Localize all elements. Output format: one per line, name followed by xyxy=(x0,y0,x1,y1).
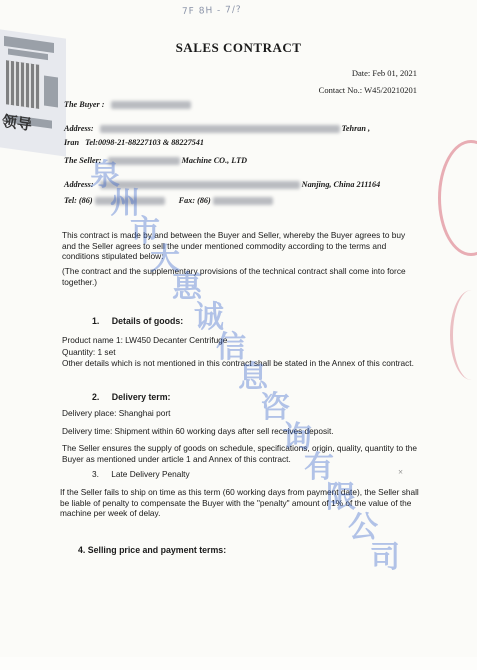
red-seal-partial xyxy=(450,290,477,380)
seller-fax: Fax: (86) xyxy=(178,196,211,205)
contract-title: SALES CONTRACT xyxy=(175,40,302,55)
section2-heading xyxy=(92,392,170,402)
buyer-address-line xyxy=(64,124,370,133)
penalty-text: If the Seller fails to ship on time as this term (60 working days from payment date), the Seller shall be liable of penalty to compensate the Buyer with the "penalty" amount of 1% of the value of the machine per week of delay. xyxy=(60,487,419,518)
seller-line xyxy=(64,156,247,165)
contract-number-label: Contact No.: xyxy=(318,85,363,95)
section3-number: 3. xyxy=(92,469,99,479)
watermark-stamp: 泉 州 市 大 惠 诚 信 息 咨 询 有 限 公 司 xyxy=(90,158,400,575)
redacted-seller-tel xyxy=(95,197,165,205)
seller-address-line xyxy=(64,180,380,189)
buyer-label: The Buyer : xyxy=(64,100,105,109)
seller-label: The Seller: xyxy=(64,156,102,165)
buyer-line xyxy=(64,100,191,109)
section1-title: Details of goods: xyxy=(111,316,184,326)
section1-heading xyxy=(92,316,183,326)
contract-number xyxy=(319,85,417,95)
delivery-place: Delivery place: Shanghai port xyxy=(62,408,171,418)
section4-heading: 4. Selling price and payment terms: xyxy=(78,545,227,555)
section3-title: Late Delivery Penalty xyxy=(111,469,190,479)
red-seal-right xyxy=(438,140,477,256)
section2-number: 2. xyxy=(92,392,100,402)
seller-tel: Tel: (86) xyxy=(64,196,93,205)
quantity: Quantity: 1 set xyxy=(62,347,116,357)
seller-name-tail: Machine CO., LTD xyxy=(181,156,247,165)
seller-address-label: Address: xyxy=(64,180,94,189)
intro-paragraph: This contract is made by and between the Buyer and Seller, whereby the Buyer agrees to buy and the Seller agrees to sell the under mentioned commodity according to the terms and conditions stipulated below: xyxy=(62,230,406,261)
buyer-tel-line xyxy=(64,138,204,147)
sticker-text: 领导 xyxy=(0,111,34,134)
section1-number: 1. xyxy=(92,316,100,326)
buyer-tel: Tel:0098-21-88227103 & 88227541 xyxy=(85,138,204,147)
address-label: Address: xyxy=(64,124,94,133)
supply-assurance: The Seller ensures the supply of goods on schedule, specifications, origin, quality, quantity to the Buyer as mentioned under article 1 and Annex of this contract. xyxy=(62,443,417,464)
contract-number-value: W45/20210201 xyxy=(364,85,417,95)
handwritten-reference: 7F 8H - 7/? xyxy=(181,4,242,18)
intro-note: (The contract and the supplementary provisions of the technical contract shall come into force together.) xyxy=(62,266,406,287)
product-name: Product name 1: LW450 Decanter Centrifuge xyxy=(62,335,228,345)
seller-contact-line xyxy=(64,196,273,205)
section3-heading xyxy=(92,469,190,479)
section2-title: Delivery term: xyxy=(111,392,171,402)
seller-address-tail: Nanjing, China 211164 xyxy=(301,180,381,189)
contract-date: Date: Feb 01, 2021 xyxy=(351,68,417,78)
redacted-seller-name xyxy=(108,157,180,165)
delivery-time: Delivery time: Shipment within 60 working days after sell receives deposit. xyxy=(62,426,334,436)
handwritten-mark: × xyxy=(398,467,404,477)
other-details: Other details which is not mentioned in this contract shall be stated in the Annex of this contract. xyxy=(62,358,414,368)
buyer-country: Iran xyxy=(64,138,80,147)
redacted-buyer-name xyxy=(111,101,191,109)
redacted-seller-fax xyxy=(213,197,273,205)
buyer-address-city: Tehran , xyxy=(341,124,371,133)
redacted-seller-address xyxy=(100,181,300,189)
redacted-buyer-address xyxy=(100,125,340,133)
